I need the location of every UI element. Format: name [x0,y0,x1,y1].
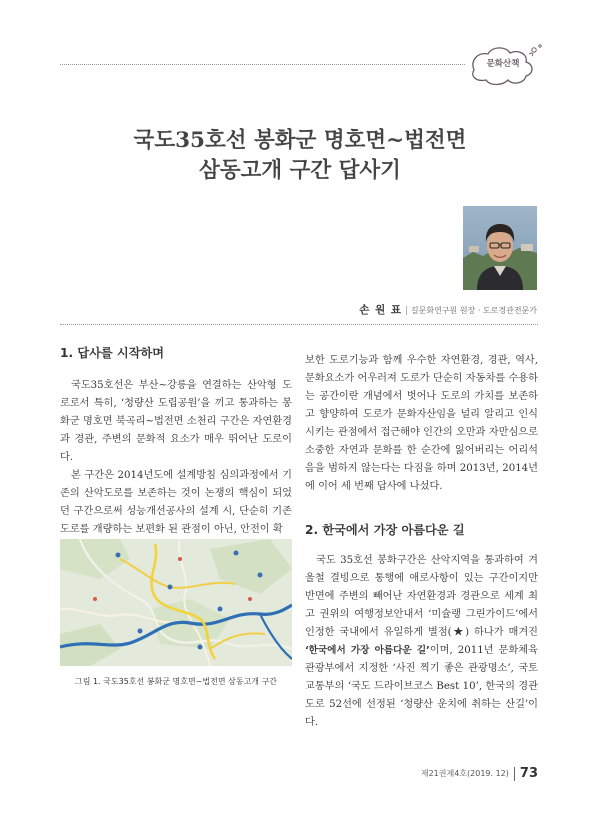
author-role: 길문화연구원 원장 · 도로경관전문가 [410,306,537,315]
author-portrait [463,206,537,290]
author-byline [300,302,537,317]
article-title [60,126,540,186]
route-map-figure [60,539,292,666]
title-line-1: 국도35호선 봉화군 명호면~법전면 [133,128,467,153]
byline-dotted-rule [60,324,538,325]
byline-separator: | [405,306,408,316]
right-paragraph-1: 보한 도로기능과 함께 우수한 자연환경, 경관, 역사, 문화요소가 어우러져 도로가 단순히 자동차를 수용하는 공간이란 개념에서 벗어나 도로의 가치를 보존하고 향양하여 도로가 문화자산임을 널리 알리고 인식시키는 관점에서 접근해야 인간의 오만과 자만심으로 소중한 자연과 문화를 한 순간에 잃어버리는 어리석음을 범하지 않는다는 다짐을 하며 2013년, 2014년에 이어 세 번째 답사에 나섰다. [305,355,538,492]
right-paragraph-2-highlight: ‘한국에서 가장 아름다운 길’ [305,645,430,656]
right-paragraph-2-part-b: 이며, 2011년 문화체육관광부에서 지정한 ‘사진 찍기 좋은 관광명소’, 국토교통부의 ‘국도 드라이브코스 Best 10’, 한국의 경관도로 52선에 선정된 ‘청량산 운치에 취하는 산길’이다. [305,645,538,728]
section-badge [462,40,544,90]
footer-separator [514,767,515,781]
footer-issue: 제21권제4호(2019. 12) [420,769,509,778]
page-number: 73 [519,766,538,781]
right-column [305,352,538,732]
section-1-heading: 1. 답사를 시작하며 [60,346,165,360]
left-paragraph-2: 본 구간은 2014년도에 설계방침 심의과정에서 기존의 산악도로를 보존하는 것이 논쟁의 핵심이 되었던 구간으로써 성능개선공사의 설계 시, 단순히 기존 도로를 개량하는 보편화 된 관점이 아닌, 안전이 확 [60,470,292,535]
right-paragraph-2-part-a: 국도 35호선 봉화구간은 산악지역을 통과하여 겨울철 결빙으로 통행에 애로사항이 있는 구간이지만 반면에 주변의 빼어난 자연환경과 경관으로 세계 최고 권위의 여행정보안내서 ‘미슐랭 그린가이드’에서 인정한 국내에서 유일하게 별점(★) 하나가 매겨진 [305,555,538,638]
route-map-icon [60,539,292,666]
figure-caption: 그림 1. 국도35호선 봉화군 명호면~법전면 삼동고개 구간 [74,677,278,686]
right-paragraph-2 [305,552,538,732]
page-footer [380,766,538,781]
left-column [60,343,292,539]
author-photo-icon [463,206,537,290]
title-line-2: 삼동고개 구간 답사기 [199,158,401,183]
header-dotted-rule [60,64,465,65]
section-badge-label: 문화산책 [486,59,520,69]
left-paragraph-1: 국도35호선은 부산~강릉을 연결하는 산악형 도로로서 특히, ‘청량산 도립공원’을 끼고 통과하는 봉화군 명호면 북곡리~법전면 소천리 구간은 자연환경과 경관, 주변의 문화적 요소가 매우 뛰어난 도로이다. [60,380,292,463]
author-name: 손 원 표 [359,304,403,316]
section-2-heading: 2. 한국에서 가장 아름다운 길 [305,523,465,537]
